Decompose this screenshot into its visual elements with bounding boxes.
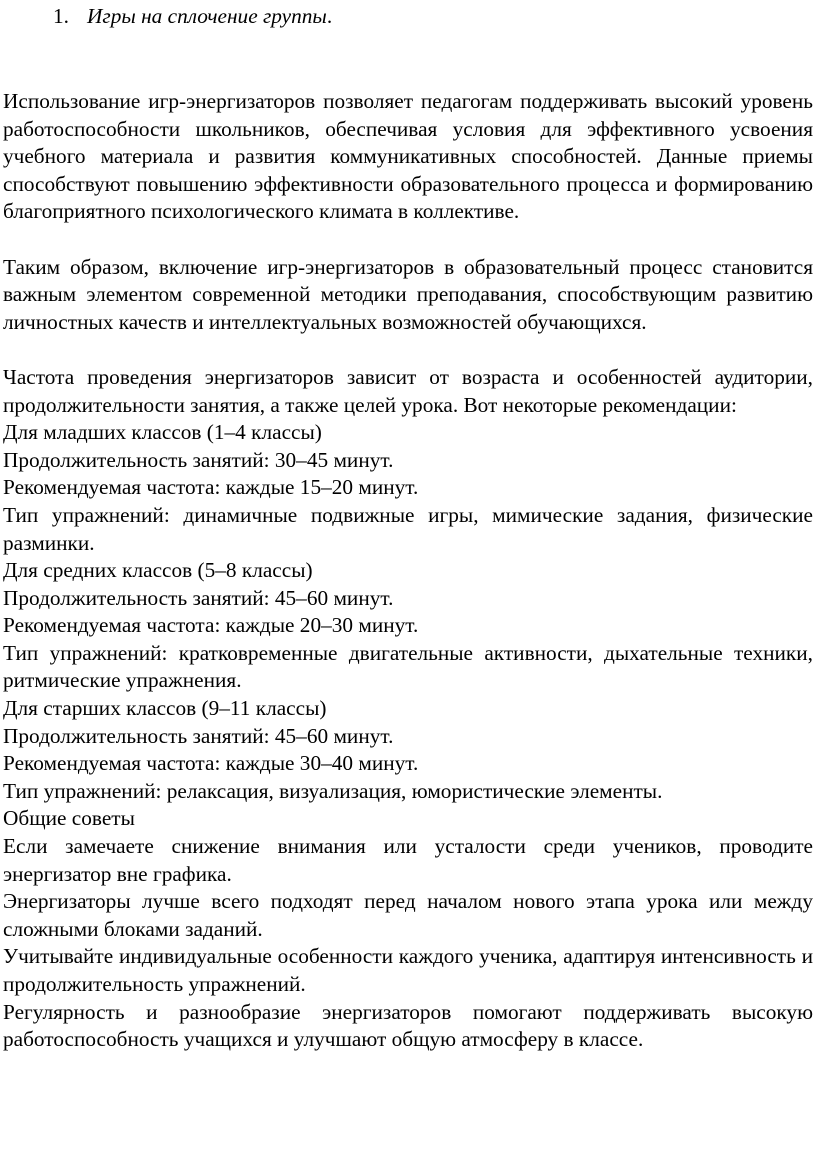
junior-type: Тип упражнений: динамичные подвижные игры, мимические задания, физические разминки. <box>3 502 813 555</box>
senior-type: Тип упражнений: релаксация, визуализация, юмористические элементы. <box>3 778 663 803</box>
senior-duration: Продолжительность занятий: 45–60 минут. <box>3 723 394 748</box>
middle-frequency: Рекомендуемая частота: каждые 20–30 минут. <box>3 613 419 638</box>
tip-item: Регулярность и разнообразие энергизаторов помогают поддерживать высокую работоспособность учащихся и улучшают общую атмосферу в классе. <box>3 999 813 1052</box>
tip-item: Учитывайте индивидуальные особенности каждого ученика, адаптируя интенсивность и продолжительность упражнений. <box>3 944 813 996</box>
document-page <box>3 0 813 1054</box>
tips-title: Общие советы <box>3 806 135 831</box>
middle-title: Для средних классов (5–8 классы) <box>3 558 313 583</box>
senior-title: Для старших классов (9–11 классы) <box>3 696 327 721</box>
middle-duration: Продолжительность занятий: 45–60 минут. <box>3 585 394 610</box>
senior-frequency: Рекомендуемая частота: каждые 30–40 минут. <box>3 751 419 776</box>
paragraph-intro: Использование игр-энергизаторов позволяет педагогам поддерживать высокий уровень работоспособности школьников, обеспечивая условия для эффективного усвоения учебного материала и развития коммуникативных способностей. Данные приемы способствуют повышению эффективности образовательного процесса и формированию благоприятного психологического климата в коллективе. <box>3 89 813 224</box>
junior-duration: Продолжительность занятий: 30–45 минут. <box>3 447 394 472</box>
paragraph-frequency: Частота проведения энергизаторов зависит от возраста и особенностей аудитории, продолжительности занятия, а также целей урока. Вот некоторые рекомендации: <box>3 364 813 417</box>
heading-title: Игры на сплочение группы <box>87 4 327 28</box>
tip-item: Если замечаете снижение внимания или усталости среди учеников, проводите энергизатор вне графика. <box>3 834 813 886</box>
spacer <box>3 336 813 364</box>
paragraph-conclusion: Таким образом, включение игр-энергизаторов в образовательный процесс становится важным элементом современной методики преподавания, способствующим развитию личностных качеств и интеллектуальных возможностей обучающихся. <box>3 254 813 334</box>
section-heading <box>3 0 813 33</box>
spacer <box>3 226 813 254</box>
heading-number: 1. <box>53 4 69 28</box>
middle-type: Тип упражнений: кратковременные двигательные активности, дыхательные техники, ритмические упражнения. <box>3 640 813 693</box>
tip-item: Энергизаторы лучше всего подходят перед началом нового этапа урока или между сложными блоками заданий. <box>3 889 813 941</box>
junior-title: Для младших классов (1–4 классы) <box>3 420 322 445</box>
spacer <box>3 33 813 88</box>
junior-frequency: Рекомендуемая частота: каждые 15–20 минут. <box>3 475 419 500</box>
heading-title-end: . <box>326 4 333 28</box>
